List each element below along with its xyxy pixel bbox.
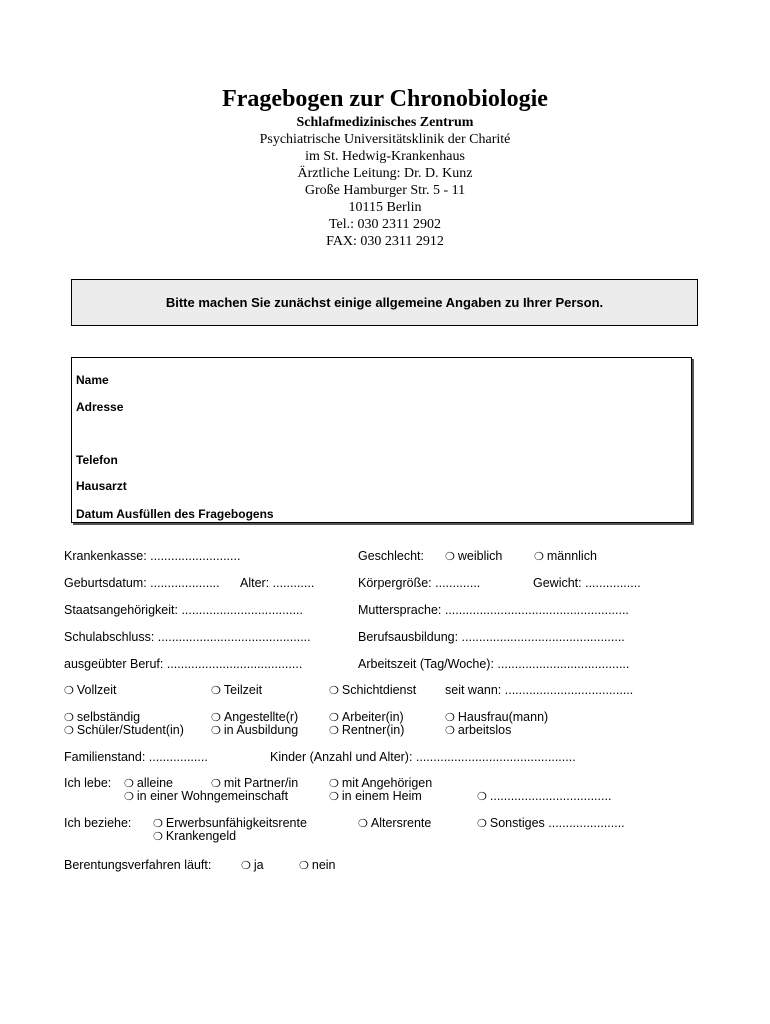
sick-pay-option[interactable]: ❍ Krankengeld [153, 829, 237, 843]
radio-icon: ❍ [329, 725, 339, 737]
radio-icon: ❍ [153, 818, 163, 830]
gender-label: Geschlecht: [358, 549, 425, 563]
clinic-line: Tel.: 030 2311 2902 [328, 217, 442, 232]
student-option[interactable]: ❍ Schüler/Student(in) [64, 723, 184, 737]
radio-icon: ❍ [329, 712, 339, 724]
disability-pension-option[interactable]: ❍ Erwerbsunfähigkeitsrente [153, 816, 307, 830]
personal-data-box [71, 357, 692, 523]
clinic-line: Ärztliche Leitung: Dr. D. Kunz [297, 166, 473, 181]
worker-option[interactable]: ❍ Arbeiter(in) [329, 710, 404, 724]
weight-field[interactable]: Gewicht: ................ [533, 576, 641, 590]
clinic-line: FAX: 030 2311 2912 [326, 234, 444, 249]
gender-male-option[interactable]: ❍ männlich [534, 549, 597, 563]
intro-banner [71, 279, 698, 326]
radio-icon: ❍ [329, 685, 339, 697]
clinic-line: im St. Hedwig-Krankenhaus [305, 149, 465, 164]
working-hours-field[interactable]: Arbeitszeit (Tag/Woche): ...................................... [358, 657, 630, 671]
mother-tongue-field[interactable]: Muttersprache: ..................................................... [358, 603, 629, 617]
shift-work-option[interactable]: ❍ Schichtdienst [329, 683, 417, 697]
phone-field-label[interactable]: Telefon [76, 453, 118, 467]
parttime-option[interactable]: ❍ Teilzeit [211, 683, 263, 697]
living-other-option[interactable]: ❍ ................................... [477, 789, 612, 803]
school-field[interactable]: Schulabschluss: ............................................ [64, 630, 311, 644]
shared-flat-option[interactable]: ❍ in einer Wohngemeinschaft [124, 789, 289, 803]
fulltime-option[interactable]: ❍ Vollzeit [64, 683, 117, 697]
alone-option[interactable]: ❍ alleine [124, 776, 174, 790]
doctor-field-label[interactable]: Hausarzt [76, 479, 127, 493]
radio-icon: ❍ [445, 551, 455, 563]
date-field-label[interactable]: Datum Ausfüllen des Fragebogens [76, 507, 274, 521]
radio-icon: ❍ [211, 778, 221, 790]
radio-icon: ❍ [211, 685, 221, 697]
radio-icon: ❍ [64, 685, 74, 697]
nationality-field[interactable]: Staatsangehörigkeit: ................................... [64, 603, 303, 617]
intro-text: Bitte machen Sie zunächst einige allgemeine Angaben zu Ihrer Person. [165, 295, 604, 310]
nursing-home-option[interactable]: ❍ in einem Heim [329, 789, 422, 803]
age-field[interactable]: Alter: ............ [240, 576, 315, 590]
radio-icon: ❍ [445, 725, 455, 737]
height-field[interactable]: Körpergröße: ............. [358, 576, 481, 590]
radio-icon: ❍ [329, 791, 339, 803]
clinic-address-block [0, 114, 770, 250]
radio-icon: ❍ [477, 818, 487, 830]
radio-icon: ❍ [124, 778, 134, 790]
clinic-subtitle: Schlafmedizinisches Zentrum [296, 115, 474, 130]
radio-icon: ❍ [445, 712, 455, 724]
income-label: Ich beziehe: [64, 816, 132, 830]
radio-icon: ❍ [299, 860, 309, 872]
occupation-field[interactable]: ausgeübter Beruf: ....................................... [64, 657, 303, 671]
pension-yes-option[interactable]: ❍ ja [241, 858, 264, 872]
radio-icon: ❍ [358, 818, 368, 830]
children-field[interactable]: Kinder (Anzahl und Alter): .............................................. [270, 750, 576, 764]
selfemployed-option[interactable]: ❍ selbständig [64, 710, 141, 724]
radio-icon: ❍ [241, 860, 251, 872]
radio-icon: ❍ [211, 712, 221, 724]
radio-icon: ❍ [124, 791, 134, 803]
insurance-field[interactable]: Krankenkasse: .......................... [64, 549, 241, 563]
radio-icon: ❍ [153, 831, 163, 843]
in-training-option[interactable]: ❍ in Ausbildung [211, 723, 299, 737]
unemployed-option[interactable]: ❍ arbeitslos [445, 723, 512, 737]
pension-no-option[interactable]: ❍ nein [299, 858, 336, 872]
radio-icon: ❍ [64, 725, 74, 737]
other-income-option[interactable]: ❍ Sonstiges ...................... [477, 816, 625, 830]
name-field-label[interactable]: Name [76, 373, 109, 387]
clinic-line: Psychiatrische Universitätsklinik der Charité [259, 132, 511, 147]
living-label: Ich lebe: [64, 776, 112, 790]
employee-option[interactable]: ❍ Angestellte(r) [211, 710, 299, 724]
vocational-training-field[interactable]: Berufsausbildung: ............................................... [358, 630, 625, 644]
radio-icon: ❍ [477, 791, 487, 803]
pension-process-label: Berentungsverfahren läuft: [64, 858, 212, 872]
clinic-line: Große Hamburger Str. 5 - 11 [304, 183, 466, 198]
old-age-pension-option[interactable]: ❍ Altersrente [358, 816, 432, 830]
with-relatives-option[interactable]: ❍ mit Angehörigen [329, 776, 433, 790]
homemaker-option[interactable]: ❍ Hausfrau(mann) [445, 710, 549, 724]
document-title: Fragebogen zur Chronobiologie [222, 86, 548, 112]
birthdate-field[interactable]: Geburtsdatum: .................... [64, 576, 220, 590]
since-when-field[interactable]: seit wann: ..................................... [445, 683, 634, 697]
clinic-line: 10115 Berlin [348, 200, 422, 215]
radio-icon: ❍ [329, 778, 339, 790]
radio-icon: ❍ [64, 712, 74, 724]
address-field-label[interactable]: Adresse [76, 400, 124, 414]
radio-icon: ❍ [211, 725, 221, 737]
radio-icon: ❍ [534, 551, 544, 563]
marital-status-field[interactable]: Familienstand: ................. [64, 750, 208, 764]
gender-female-option[interactable]: ❍ weiblich [445, 549, 503, 563]
retiree-option[interactable]: ❍ Rentner(in) [329, 723, 405, 737]
with-partner-option[interactable]: ❍ mit Partner/in [211, 776, 299, 790]
